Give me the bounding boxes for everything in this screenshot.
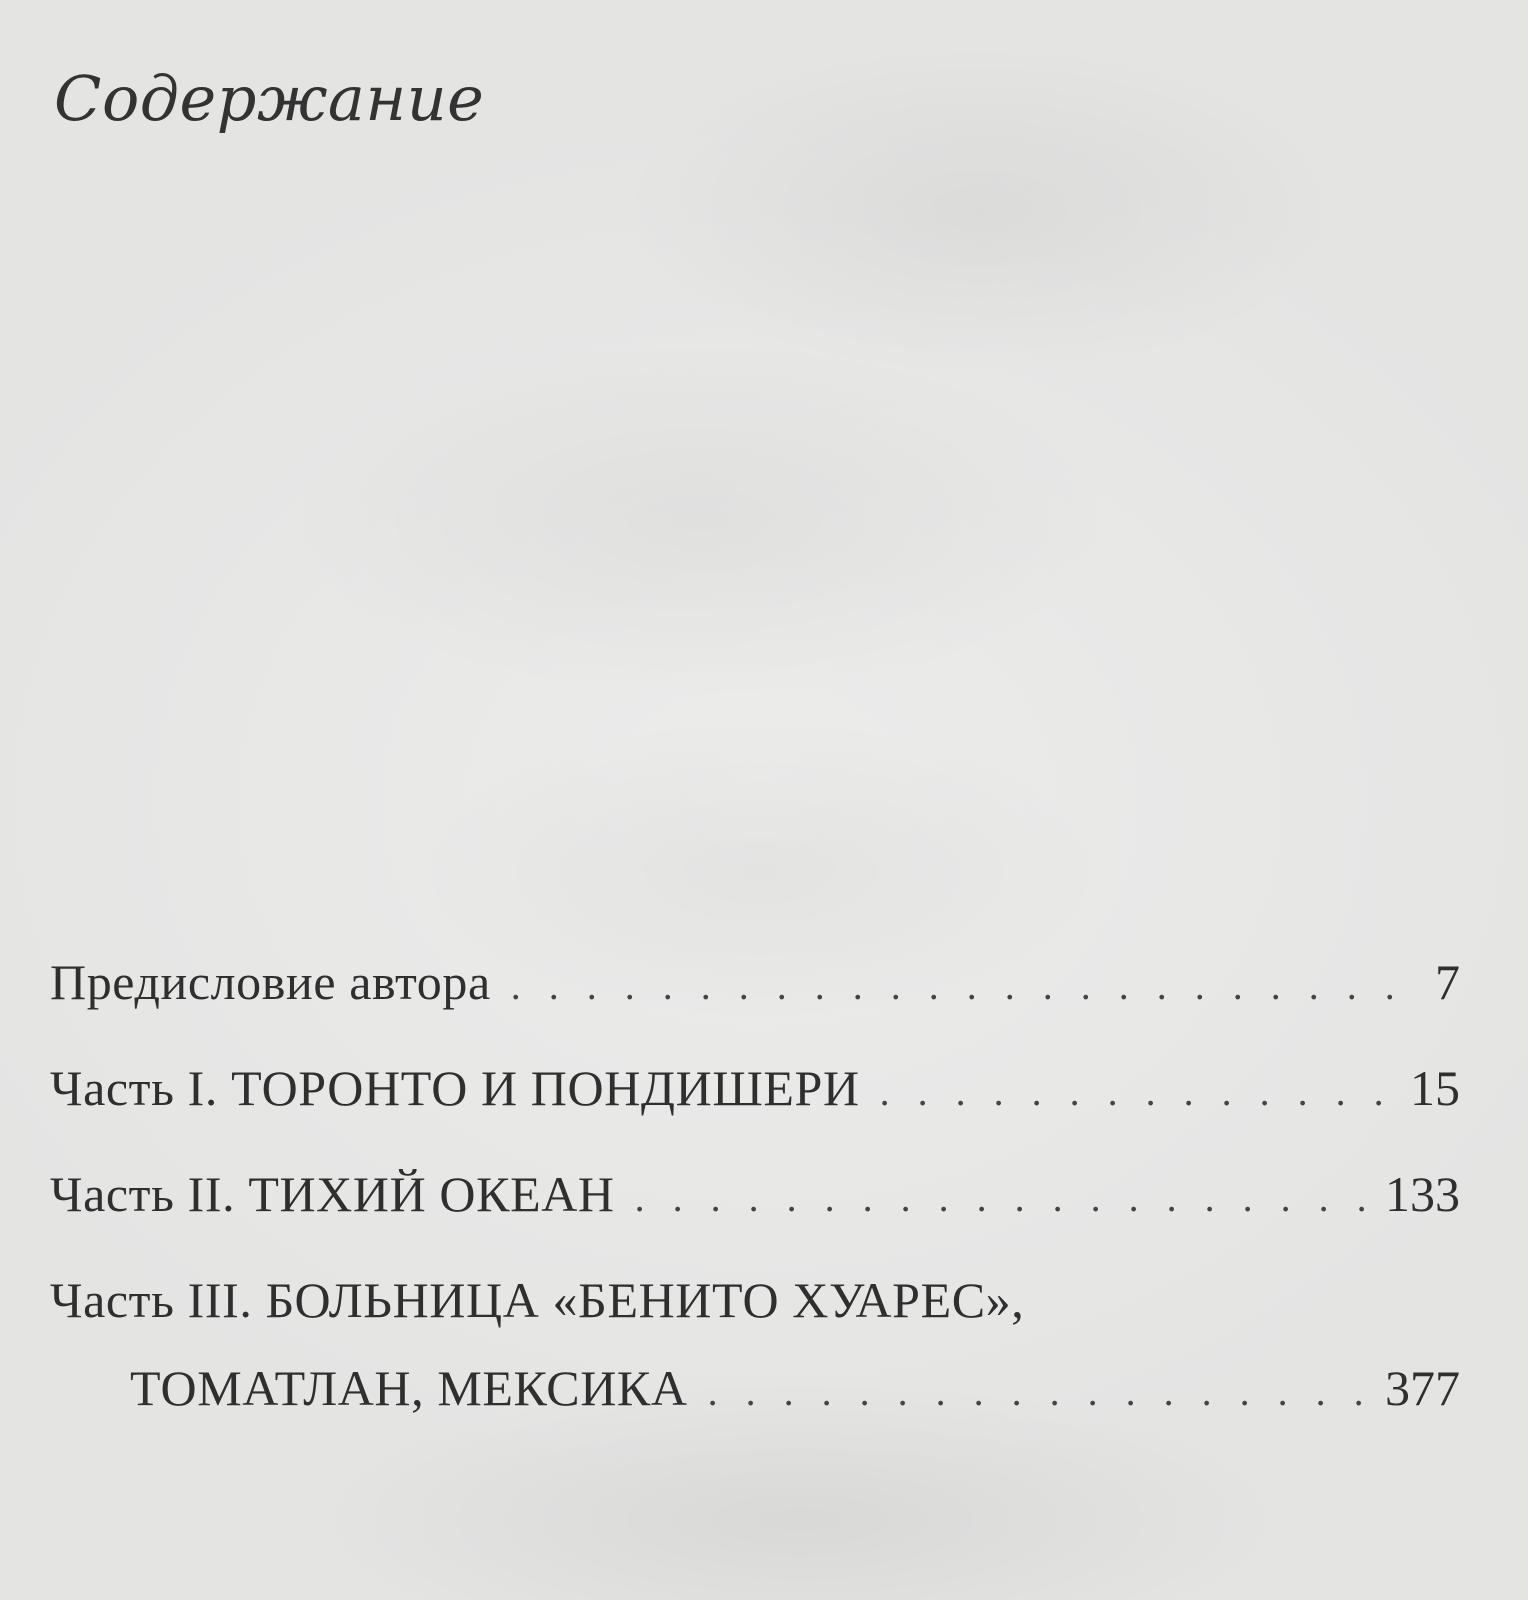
- toc-entry-label: Часть I. ТОРОНТО И ПОНДИШЕРИ: [50, 1060, 860, 1116]
- dot-leader: [880, 1062, 1398, 1122]
- toc-entry-part-1: [50, 1058, 1460, 1118]
- toc-entry-preface: [50, 952, 1460, 1012]
- toc-entry-label: Предисловие автора: [50, 954, 491, 1010]
- toc-entry-part-2: [50, 1164, 1460, 1224]
- toc-line-continuation: [50, 1358, 1460, 1418]
- page-title: Содержание: [54, 62, 485, 135]
- toc-entry-label: Часть II. ТИХИЙ ОКЕАН: [50, 1166, 615, 1222]
- toc-line: [50, 1058, 1460, 1118]
- toc-page-number: 7: [1435, 954, 1460, 1010]
- toc-line: [50, 952, 1460, 1012]
- toc-entry-label-line-1: Часть III. БОЛЬНИЦА «БЕНИТО ХУАРЕС»,: [50, 1272, 1025, 1328]
- toc-line: [50, 1164, 1460, 1224]
- toc-page-number: 133: [1385, 1166, 1460, 1222]
- toc-line: [50, 1270, 1460, 1330]
- toc-entry-part-3: [50, 1270, 1460, 1418]
- toc-page-number: 15: [1410, 1060, 1460, 1116]
- dot-leader: [708, 1362, 1373, 1422]
- toc-page-number: 377: [1385, 1360, 1460, 1416]
- dot-leader: [635, 1168, 1373, 1228]
- dot-leader: [511, 956, 1418, 1016]
- table-of-contents: [50, 952, 1460, 1418]
- toc-entry-label-line-2: ТОМАТЛАН, МЕКСИКА: [130, 1360, 688, 1416]
